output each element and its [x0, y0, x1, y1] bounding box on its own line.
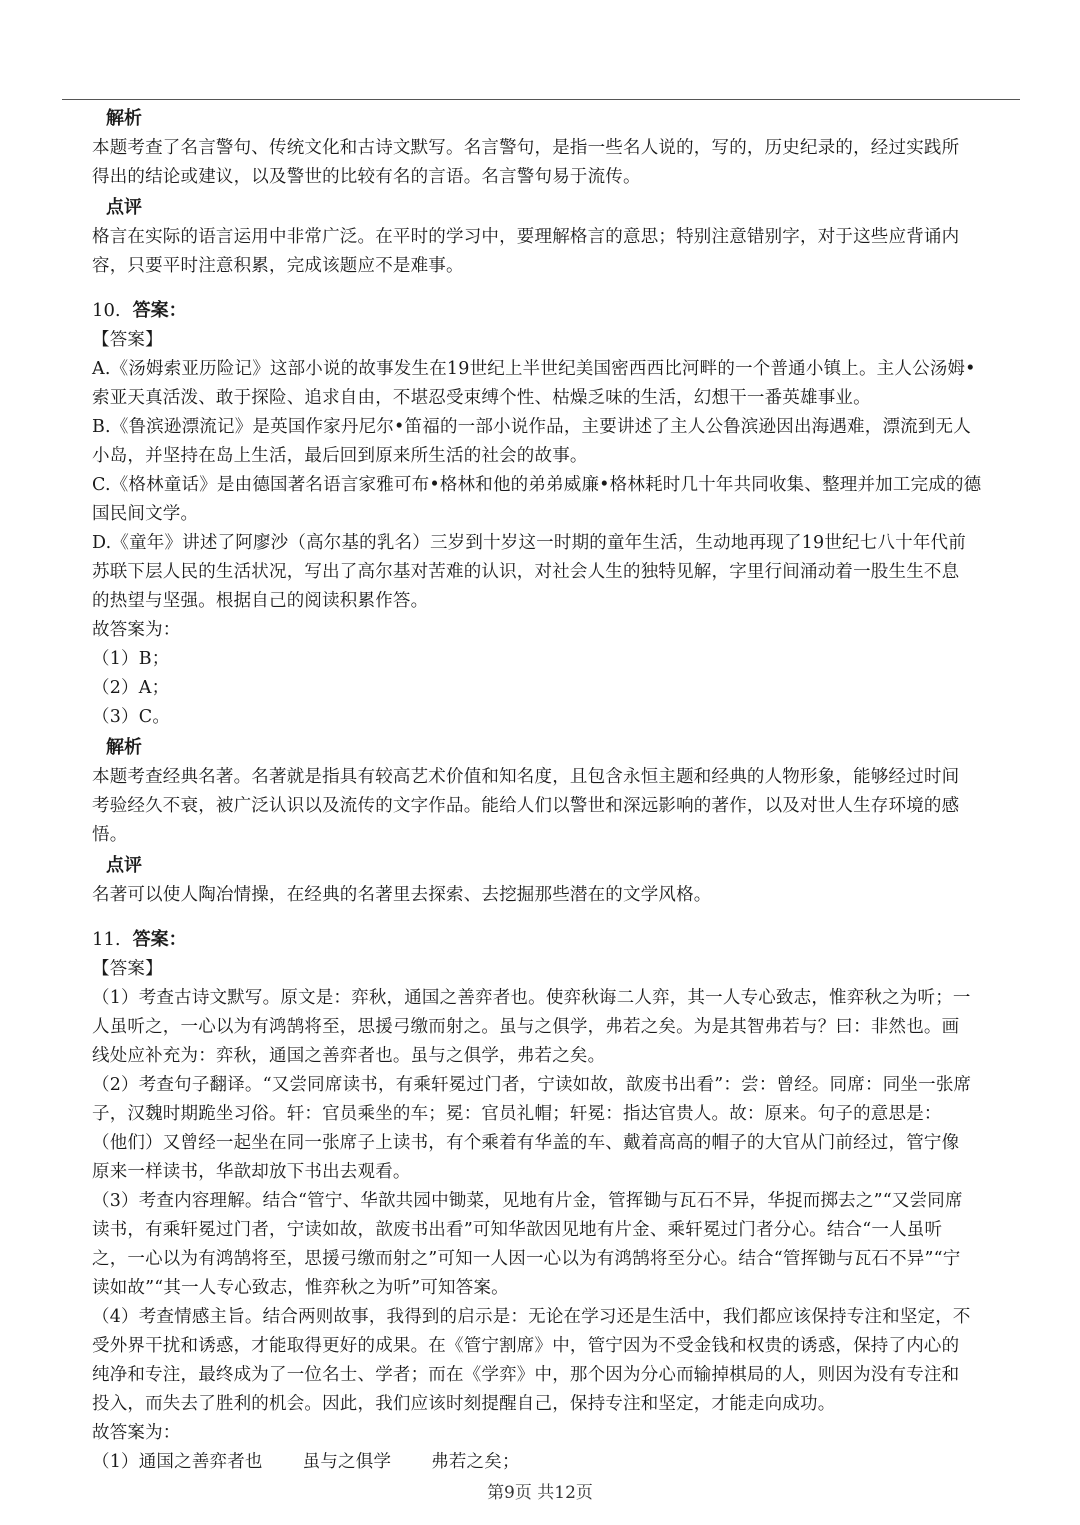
question-number: 11.	[92, 929, 121, 950]
answer-line: 小岛，并坚持在岛上生活，最后回到原来所生活的社会的故事。	[92, 446, 588, 466]
answer-line: D.《童年》讲述了阿廖沙（高尔基的乳名）三岁到十岁这一时期的童年生活，生动地再现了19世纪七八十年代前	[92, 533, 966, 553]
answer-line: 国民间文学。	[92, 504, 199, 524]
analysis-line: 本题考查经典名著。名著就是指具有较高艺术价值和知名度，且包含永恒主题和经典的人物形象，能够经过时间	[92, 767, 960, 787]
answer-label: 答案：	[132, 929, 187, 950]
final-answer-part: 弗若之矣；	[431, 1452, 520, 1472]
analysis-heading: 解析	[106, 737, 142, 758]
answer-label: 答案：	[132, 300, 187, 321]
answer-line: 人虽听之，一心以为有鸿鹄将至，思援弓缴而射之。虽与之俱学，弗若之矣。为是其智弗若与？曰：非然也。画	[92, 1017, 960, 1037]
answer-line: 受外界干扰和诱惑，才能取得更好的成果。在《管宁割席》中，管宁因为不受金钱和权贵的诱惑，保持了内心的	[92, 1336, 960, 1356]
answer-line: （1）考查古诗文默写。原文是：弈秋，通国之善弈者也。使弈秋诲二人弈，其一人专心致志，惟弈秋之为听；一	[92, 988, 971, 1008]
answer-line: 之，一心以为有鸿鹄将至，思援弓缴而射之”可知一人因一心以为有鸿鹄将至分心。结合“管挥锄与瓦石不异”“宁	[92, 1249, 961, 1269]
answer-line: （2）A；	[92, 678, 170, 698]
final-answer-line	[92, 1448, 1042, 1477]
answer-line: 的热望与坚强。根据自己的阅读积累作答。	[92, 591, 429, 611]
answer-line: （他们）又曾经一起坐在同一张席子上读书，有个乘着有华盖的车、戴着高高的帽子的大官从门前经过，管宁像	[92, 1133, 960, 1153]
answer-tag: 【答案】	[92, 330, 163, 350]
answer-tag: 【答案】	[92, 959, 163, 979]
answer-line: 投入，而失去了胜利的机会。因此，我们应该时刻提醒自己，保持专注和坚定，才能走向成功。	[92, 1394, 836, 1414]
question-number: 10.	[92, 300, 121, 321]
answer-line: 纯净和专注，最终成为了一位名士、学者；而在《学弈》中，那个因为分心而输掉棋局的人，则因为没有专注和	[92, 1365, 960, 1385]
answer-line: 故答案为：	[92, 620, 181, 640]
analysis-line: 本题考查了名言警句、传统文化和古诗文默写。名言警句，是指一些名人说的，写的，历史纪录的，经过实践所	[92, 138, 960, 158]
answer-line: B.《鲁滨逊漂流记》是英国作家丹尼尔•笛福的一部小说作品，主要讲述了主人公鲁滨逊因出海遇难，漂流到无人	[92, 417, 971, 437]
comment-line: 容，只要平时注意积累，完成该题应不是难事。	[92, 256, 464, 276]
answer-line: （2）考查句子翻译。“又尝同席读书，有乘轩冕过门者，宁读如故，歆废书出看”：尝：曾经。同席：同坐一张席	[92, 1075, 972, 1095]
answer-line: （1）B；	[92, 649, 170, 669]
answer-line: 原来一样读书，华歆却放下书出去观看。	[92, 1162, 411, 1182]
answer-line: 线处应补充为：弈秋，通国之善弈者也。虽与之俱学，弗若之矣。	[92, 1046, 606, 1066]
answer-line: 读书，有乘轩冕过门者，宁读如故，歆废书出看”可知华歆因见地有片金、乘轩冕过门者分心。结合“一人虽听	[92, 1220, 943, 1240]
analysis-line: 得出的结论或建议，以及警世的比较有名的言语。名言警句易于流传。	[92, 167, 641, 187]
answer-line: C.《格林童话》是由德国著名语言家雅可布•格林和他的弟弟威廉•格林耗时几十年共同收集、整理并加工完成的德	[92, 475, 982, 495]
comment-heading: 点评	[106, 855, 142, 876]
page-number: 第9页 共12页	[487, 1483, 593, 1503]
question-11-heading	[92, 925, 1042, 955]
answer-line: 读如故”“其一人专心致志，惟弈秋之为听”可知答案。	[92, 1278, 509, 1298]
answer-line: 子，汉魏时期跪坐习俗。轩：官员乘坐的车；冕：官员礼帽；轩冕：指达官贵人。故：原来。句子的意思是：	[92, 1104, 942, 1124]
page-content	[92, 103, 1042, 1477]
answer-line: （3）考查内容理解。结合“管宁、华歆共园中锄菜，见地有片金，管挥锄与瓦石不异，华捉而掷去之”“又尝同席	[92, 1191, 963, 1211]
final-answer-part: 虽与之俱学	[302, 1452, 392, 1472]
answer-line: （4）考查情感主旨。结合两则故事，我得到的启示是：无论在学习还是生活中，我们都应该保持专注和坚定，不	[92, 1307, 971, 1327]
comment-line: 格言在实际的语言运用中非常广泛。在平时的学习中，要理解格言的意思；特别注意错别字，对于这些应背诵内	[92, 227, 960, 247]
comment-heading: 点评	[106, 197, 142, 218]
question-10-heading	[92, 296, 1042, 326]
answer-line: A.《汤姆索亚历险记》这部小说的故事发生在19世纪上半世纪美国密西西比河畔的一个普通小镇上。主人公汤姆•	[92, 359, 976, 379]
answer-line: 索亚天真活泼、敢于探险、追求自由，不堪忍受束缚个性、枯燥乏味的生活，幻想干一番英雄事业。	[92, 388, 871, 408]
analysis-line: 考验经久不衰，被广泛认识以及流传的文字作品。能给人们以警世和深远影响的著作，以及对世人生存环境的感	[92, 796, 960, 816]
answer-line: 苏联下层人民的生活状况，写出了高尔基对苦难的认识，对社会人生的独特见解，字里行间涌动着一股生生不息	[92, 562, 960, 582]
analysis-line: 悟。	[92, 825, 128, 845]
comment-line: 名著可以使人陶冶情操，在经典的名著里去探索、去挖掘那些潜在的文学风格。	[92, 885, 712, 905]
header-rule	[62, 99, 1020, 100]
answer-line: 故答案为：	[92, 1423, 181, 1443]
final-answer-part: （1）通国之善弈者也	[92, 1452, 263, 1472]
analysis-heading: 解析	[106, 108, 142, 129]
answer-line: （3）C。	[92, 707, 171, 727]
